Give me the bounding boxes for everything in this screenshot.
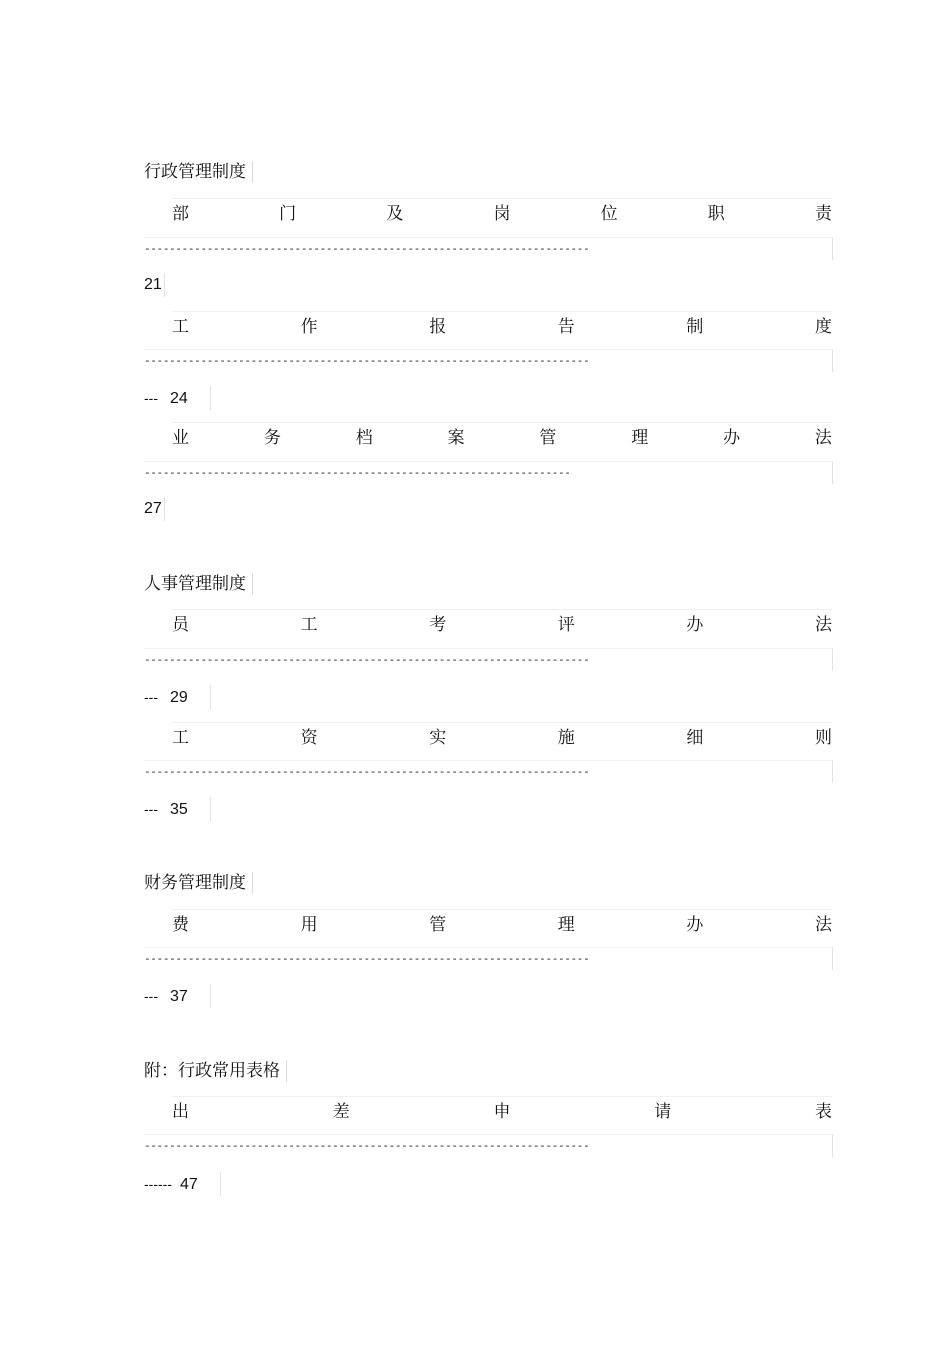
toc-entry-title[interactable] <box>172 422 832 447</box>
title-char: 实 <box>429 727 447 748</box>
dot-leader: ----------------------------------------------------------------------- <box>144 947 833 970</box>
title-char: 位 <box>600 203 618 224</box>
title-char: 度 <box>814 316 832 337</box>
title-char: 报 <box>429 316 447 337</box>
title-char: 考 <box>429 614 447 635</box>
title-char: 则 <box>814 727 832 748</box>
title-char: 评 <box>557 614 575 635</box>
title-char: 工 <box>172 316 189 337</box>
title-char: 管 <box>539 427 557 448</box>
title-char: 岗 <box>493 203 511 224</box>
title-char: 档 <box>355 427 373 448</box>
title-char: 出 <box>172 1101 189 1122</box>
title-char: 理 <box>557 914 575 935</box>
title-char: 责 <box>814 203 832 224</box>
title-char: 用 <box>300 914 318 935</box>
page-number[interactable] <box>144 1172 221 1196</box>
toc-entry-title[interactable] <box>172 909 832 934</box>
title-char: 法 <box>814 614 832 635</box>
dot-leader: ----------------------------------------------------------------------- <box>144 760 833 783</box>
title-char: 作 <box>300 316 318 337</box>
title-char: 业 <box>172 427 189 448</box>
title-char: 细 <box>686 727 704 748</box>
title-char: 办 <box>723 427 741 448</box>
dot-leader: ----------------------------------------------------------------------- <box>144 237 833 260</box>
leader-tail: --- <box>144 801 158 817</box>
page-value: 27 <box>144 500 162 517</box>
title-char: 法 <box>814 914 832 935</box>
title-char: 案 <box>447 427 465 448</box>
dot-leader: -------------------------------------------------------------------- <box>144 461 833 484</box>
page-number[interactable] <box>144 273 165 297</box>
title-char: 门 <box>279 203 297 224</box>
title-char: 制 <box>686 316 704 337</box>
title-char: 理 <box>631 427 649 448</box>
section-heading: 财务管理制度 <box>144 872 253 894</box>
page-value: 35 <box>170 801 188 818</box>
page-value: 21 <box>144 276 162 293</box>
leader-tail: --- <box>144 988 158 1004</box>
page-number[interactable] <box>144 984 211 1008</box>
leader-tail: ------ <box>144 1176 172 1192</box>
toc-entry-title[interactable] <box>172 609 832 634</box>
dot-leader: ----------------------------------------------------------------------- <box>144 349 833 372</box>
toc-entry-title[interactable] <box>172 198 832 223</box>
section-heading: 附：行政常用表格 <box>144 1060 287 1082</box>
title-char: 费 <box>172 914 189 935</box>
section-heading: 行政管理制度 <box>144 161 253 183</box>
leader-tail: --- <box>144 390 158 406</box>
page-number[interactable] <box>144 497 165 521</box>
title-char: 告 <box>557 316 575 337</box>
title-char: 及 <box>386 203 404 224</box>
title-char: 法 <box>814 427 832 448</box>
page-value: 47 <box>179 1176 198 1193</box>
leader-tail: --- <box>144 689 158 705</box>
page-number[interactable] <box>144 386 211 410</box>
title-char: 工 <box>172 727 189 748</box>
toc-entry-title[interactable] <box>172 311 832 336</box>
title-char: 表 <box>815 1101 832 1122</box>
title-char: 差 <box>332 1101 350 1122</box>
page-value: 37 <box>170 988 188 1005</box>
title-char: 工 <box>300 614 318 635</box>
title-char: 施 <box>557 727 575 748</box>
toc-entry-title[interactable] <box>172 1096 832 1121</box>
title-char: 办 <box>686 614 704 635</box>
dot-leader: ----------------------------------------------------------------------- <box>144 1134 833 1157</box>
page-value: 29 <box>170 689 188 706</box>
title-char: 请 <box>654 1101 672 1122</box>
title-char: 员 <box>172 614 189 635</box>
title-char: 申 <box>493 1101 511 1122</box>
title-char: 管 <box>429 914 447 935</box>
section-heading: 人事管理制度 <box>144 573 253 595</box>
dot-leader: ----------------------------------------------------------------------- <box>144 648 833 671</box>
page-value: 24 <box>170 390 188 407</box>
title-char: 部 <box>172 203 189 224</box>
title-char: 办 <box>686 914 704 935</box>
toc-entry-title[interactable] <box>172 722 832 747</box>
page-number[interactable] <box>144 797 211 821</box>
title-char: 资 <box>300 727 318 748</box>
page-number[interactable] <box>144 685 211 709</box>
title-char: 职 <box>707 203 725 224</box>
title-char: 务 <box>263 427 281 448</box>
